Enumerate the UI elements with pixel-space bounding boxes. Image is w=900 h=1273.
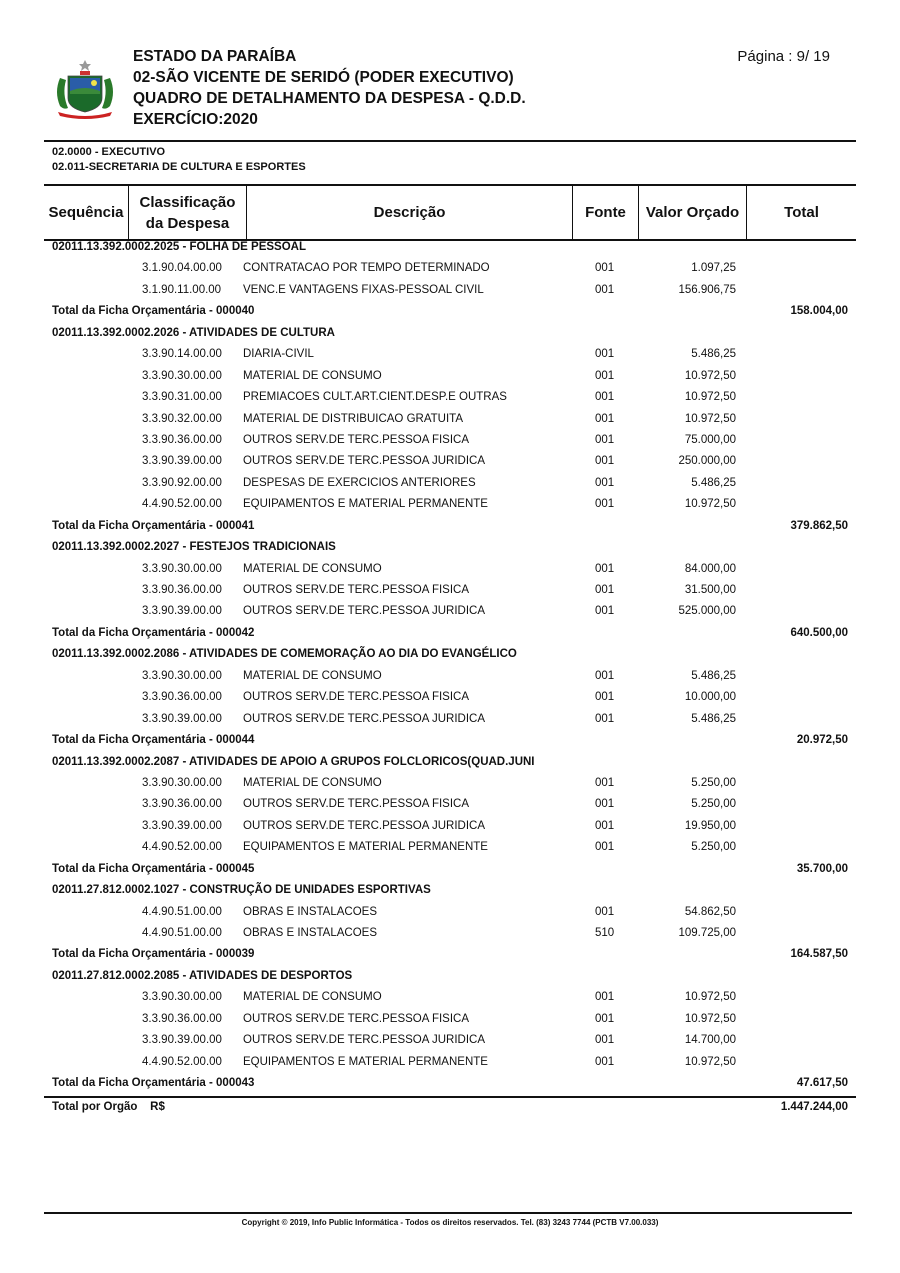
valor-cell: 5.486,25 xyxy=(691,476,736,489)
classificacao-cell: 4.4.90.51.00.00 xyxy=(142,905,222,918)
classificacao-cell: 4.4.90.52.00.00 xyxy=(142,498,222,511)
group-title-row xyxy=(0,753,900,774)
fonte-cell: 001 xyxy=(595,476,615,489)
table-row xyxy=(0,474,900,495)
valor-cell: 156.906,75 xyxy=(678,283,736,296)
table-row xyxy=(0,581,900,602)
group-title-row xyxy=(0,324,900,345)
classificacao-cell: 3.3.90.36.00.00 xyxy=(142,1012,222,1025)
group-title-row xyxy=(0,645,900,666)
valor-cell: 10.972,50 xyxy=(684,498,736,511)
group-title: 02011.27.812.0002.2085 - ATIVIDADES DE DESPORTOS xyxy=(52,969,353,982)
fonte-cell: 001 xyxy=(595,605,615,618)
column-header-classificacao xyxy=(129,186,246,239)
table-row xyxy=(0,452,900,473)
fonte-cell: 001 xyxy=(595,283,615,296)
valor-cell: 5.486,25 xyxy=(691,669,736,682)
classificacao-cell: 3.3.90.36.00.00 xyxy=(142,584,222,596)
table-row xyxy=(0,817,900,838)
descricao-cell: DESPESAS DE EXERCICIOS ANTERIORES xyxy=(243,476,476,489)
fonte-cell: 001 xyxy=(595,498,615,511)
valor-cell: 5.250,00 xyxy=(691,841,736,854)
fonte-cell: 001 xyxy=(595,391,615,404)
classificacao-cell: 3.3.90.36.00.00 xyxy=(142,433,222,446)
fonte-cell: 001 xyxy=(595,841,615,854)
group-total-value: 35.700,00 xyxy=(796,862,848,875)
group-total-label: Total da Ficha Orçamentária - 000043 xyxy=(52,1077,255,1090)
group-total-row xyxy=(0,302,900,323)
document-header xyxy=(133,46,526,130)
table-row xyxy=(0,903,900,924)
table-row xyxy=(0,774,900,795)
valor-cell: 109.725,00 xyxy=(678,927,736,939)
group-total-value: 20.972,50 xyxy=(796,734,848,747)
descricao-cell: OUTROS SERV.DE TERC.PESSOA JURIDICA xyxy=(243,712,485,725)
descricao-cell: MATERIAL DE CONSUMO xyxy=(243,776,382,789)
copyright-footer: Copyright © 2019, Info Public Informática - Todos os direitos reservados. Tel. (83) 3243 7744 (PCTB V7.00.033) xyxy=(241,1218,659,1227)
descricao-cell: OBRAS E INSTALACOES xyxy=(243,927,377,939)
fonte-cell: 001 xyxy=(595,712,615,725)
fonte-cell: 001 xyxy=(595,584,615,596)
classificacao-cell: 3.1.90.11.00.00 xyxy=(142,283,222,296)
group-title: 02011.27.812.0002.1027 - CONSTRUÇÃO DE UNIDADES ESPORTIVAS xyxy=(52,884,431,897)
table-row xyxy=(0,688,900,709)
valor-cell: 5.250,00 xyxy=(691,776,736,789)
entity-title: 02-SÃO VICENTE DE SERIDÓ (PODER EXECUTIVO) xyxy=(133,69,514,86)
coat-of-arms-icon xyxy=(50,58,120,122)
valor-cell: 10.972,50 xyxy=(684,991,736,1004)
descricao-cell: MATERIAL DE CONSUMO xyxy=(243,562,382,575)
group-total-label: Total da Ficha Orçamentária - 000039 xyxy=(52,948,255,961)
fonte-cell: 001 xyxy=(595,562,615,575)
classificacao-cell: 3.3.90.39.00.00 xyxy=(142,605,222,618)
valor-cell: 1.097,25 xyxy=(691,262,736,275)
state-title: ESTADO DA PARAÍBA xyxy=(133,48,297,65)
valor-cell: 19.950,00 xyxy=(684,819,736,832)
fonte-cell: 001 xyxy=(595,819,615,832)
table-row xyxy=(0,1031,900,1052)
classificacao-cell: 4.4.90.52.00.00 xyxy=(142,1055,222,1068)
fonte-cell: 001 xyxy=(595,369,615,382)
descricao-cell: DIARIA-CIVIL xyxy=(243,348,314,361)
group-total-label: Total da Ficha Orçamentária - 000045 xyxy=(52,862,255,875)
descricao-cell: OUTROS SERV.DE TERC.PESSOA JURIDICA xyxy=(243,605,485,618)
table-row xyxy=(0,410,900,431)
fonte-cell: 001 xyxy=(595,669,615,682)
table-header xyxy=(44,184,856,241)
fonte-cell: 510 xyxy=(595,927,615,939)
table-row xyxy=(0,710,900,731)
group-total-label: Total da Ficha Orçamentária - 000044 xyxy=(52,734,255,747)
valor-cell: 54.862,50 xyxy=(684,905,736,918)
grand-total-value: 1.447.244,00 xyxy=(780,1100,848,1113)
group-title-row xyxy=(0,881,900,902)
fonte-cell: 001 xyxy=(595,433,615,446)
group-total-value: 164.587,50 xyxy=(790,948,848,961)
group-title-row xyxy=(0,967,900,988)
fiscal-year: EXERCÍCIO:2020 xyxy=(133,111,258,128)
group-title: 02011.13.392.0002.2027 - FESTEJOS TRADICIONAIS xyxy=(52,541,336,554)
valor-cell: 5.250,00 xyxy=(691,798,736,811)
table-row xyxy=(0,388,900,409)
table-row xyxy=(0,281,900,302)
group-title: 02011.13.392.0002.2026 - ATIVIDADES DE CULTURA xyxy=(52,326,335,339)
fonte-cell: 001 xyxy=(595,798,615,811)
group-total-label: Total da Ficha Orçamentária - 000041 xyxy=(52,519,255,532)
group-title: 02011.13.392.0002.2025 - FOLHA DE PESSOAL xyxy=(52,241,306,253)
valor-cell: 5.486,25 xyxy=(691,712,736,725)
group-total-row xyxy=(0,517,900,538)
classificacao-cell: 4.4.90.51.00.00 xyxy=(142,927,222,939)
descricao-cell: OUTROS SERV.DE TERC.PESSOA FISICA xyxy=(243,584,470,596)
descricao-cell: CONTRATACAO POR TEMPO DETERMINADO xyxy=(243,262,490,275)
classificacao-cell: 3.3.90.30.00.00 xyxy=(142,562,222,575)
descricao-cell: OUTROS SERV.DE TERC.PESSOA FISICA xyxy=(243,1012,470,1025)
descricao-cell: EQUIPAMENTOS E MATERIAL PERMANENTE xyxy=(243,1055,488,1068)
group-total-row xyxy=(0,624,900,645)
report-title: QUADRO DE DETALHAMENTO DA DESPESA - Q.D.D. xyxy=(133,90,526,107)
descricao-cell: OBRAS E INSTALACOES xyxy=(243,905,377,918)
descricao-cell: OUTROS SERV.DE TERC.PESSOA JURIDICA xyxy=(243,819,485,832)
table-row xyxy=(0,431,900,452)
group-title-row xyxy=(0,538,900,559)
group-total-value: 158.004,00 xyxy=(790,305,848,318)
valor-cell: 525.000,00 xyxy=(678,605,736,618)
descricao-cell: OUTROS SERV.DE TERC.PESSOA FISICA xyxy=(243,433,470,446)
classificacao-cell: 4.4.90.52.00.00 xyxy=(142,841,222,854)
table-row xyxy=(0,924,900,945)
table-row xyxy=(0,560,900,581)
fonte-cell: 001 xyxy=(595,1034,615,1047)
group-title: 02011.13.392.0002.2086 - ATIVIDADES DE COMEMORAÇÃO AO DIA DO EVANGÉLICO xyxy=(52,648,517,661)
table-body xyxy=(0,238,900,1119)
table-row xyxy=(0,367,900,388)
table-row xyxy=(0,838,900,859)
group-title-row xyxy=(0,238,900,259)
classificacao-cell: 3.3.90.36.00.00 xyxy=(142,691,222,704)
valor-cell: 5.486,25 xyxy=(691,348,736,361)
valor-cell: 10.972,50 xyxy=(684,391,736,404)
group-total-value: 379.862,50 xyxy=(790,519,848,532)
page-number: Página : 9/ 19 xyxy=(737,48,830,65)
footer-divider xyxy=(44,1212,852,1214)
classificacao-cell: 3.3.90.14.00.00 xyxy=(142,348,222,361)
classificacao-cell: 3.3.90.36.00.00 xyxy=(142,798,222,811)
group-total-row xyxy=(0,945,900,966)
group-total-label: Total da Ficha Orçamentária - 000042 xyxy=(52,626,255,639)
group-total-label: Total da Ficha Orçamentária - 000040 xyxy=(52,305,255,318)
table-row xyxy=(0,1053,900,1074)
valor-cell: 31.500,00 xyxy=(684,584,736,596)
table-row xyxy=(0,667,900,688)
classificacao-cell: 3.3.90.30.00.00 xyxy=(142,776,222,789)
descricao-cell: MATERIAL DE CONSUMO xyxy=(243,369,382,382)
column-header-valor: Valor Orçado xyxy=(645,204,740,221)
descricao-cell: MATERIAL DE CONSUMO xyxy=(243,669,382,682)
fonte-cell: 001 xyxy=(595,991,615,1004)
classificacao-cell: 3.3.90.30.00.00 xyxy=(142,991,222,1004)
descricao-cell: MATERIAL DE DISTRIBUICAO GRATUITA xyxy=(243,412,464,425)
fonte-cell: 001 xyxy=(595,905,615,918)
fonte-cell: 001 xyxy=(595,412,615,425)
column-header-sequencia: Sequência xyxy=(48,204,124,221)
group-total-row xyxy=(0,860,900,881)
valor-cell: 10.972,50 xyxy=(684,1012,736,1025)
classificacao-cell: 3.3.90.39.00.00 xyxy=(142,1034,222,1047)
classificacao-cell: 3.3.90.39.00.00 xyxy=(142,712,222,725)
column-header-classificacao-line1: Classificação xyxy=(139,193,236,211)
table-row xyxy=(0,1010,900,1031)
group-total-row xyxy=(0,731,900,752)
valor-cell: 10.972,50 xyxy=(684,1055,736,1068)
classificacao-cell: 3.3.90.39.00.00 xyxy=(142,819,222,832)
classificacao-cell: 3.3.90.92.00.00 xyxy=(142,476,222,489)
classificacao-cell: 3.3.90.32.00.00 xyxy=(142,412,222,425)
valor-cell: 10.972,50 xyxy=(684,412,736,425)
table-row xyxy=(0,795,900,816)
group-total-value: 640.500,00 xyxy=(790,626,848,639)
descricao-cell: OUTROS SERV.DE TERC.PESSOA FISICA xyxy=(243,691,470,704)
orgao-block xyxy=(52,145,306,175)
table-row xyxy=(0,495,900,516)
column-header-descricao: Descrição xyxy=(373,204,446,221)
fonte-cell: 001 xyxy=(595,1012,615,1025)
fonte-cell: 001 xyxy=(595,262,615,275)
descricao-cell: EQUIPAMENTOS E MATERIAL PERMANENTE xyxy=(243,841,488,854)
valor-cell: 75.000,00 xyxy=(684,433,736,446)
table-row xyxy=(0,259,900,280)
descricao-cell: VENC.E VANTAGENS FIXAS-PESSOAL CIVIL xyxy=(243,283,484,296)
unidade-line: 02.011-SECRETARIA DE CULTURA E ESPORTES xyxy=(52,161,306,173)
fonte-cell: 001 xyxy=(595,691,615,704)
valor-cell: 84.000,00 xyxy=(684,562,736,575)
grand-total-label: Total por Orgão R$ xyxy=(52,1100,165,1113)
grand-total-row xyxy=(0,1098,900,1119)
orgao-line: 02.0000 - EXECUTIVO xyxy=(52,146,166,158)
descricao-cell: PREMIACOES CULT.ART.CIENT.DESP.E OUTRAS xyxy=(243,391,507,404)
column-header-fonte: Fonte xyxy=(585,204,626,221)
descricao-cell: EQUIPAMENTOS E MATERIAL PERMANENTE xyxy=(243,498,488,511)
valor-cell: 10.000,00 xyxy=(684,691,736,704)
table-row xyxy=(0,345,900,366)
fonte-cell: 001 xyxy=(595,348,615,361)
classificacao-cell: 3.3.90.30.00.00 xyxy=(142,669,222,682)
fonte-cell: 001 xyxy=(595,455,615,468)
classificacao-cell: 3.3.90.30.00.00 xyxy=(142,369,222,382)
column-header-classificacao-line2: da Despesa xyxy=(145,214,230,232)
valor-cell: 14.700,00 xyxy=(684,1034,736,1047)
table-row xyxy=(0,988,900,1009)
group-title: 02011.13.392.0002.2087 - ATIVIDADES DE APOIO A GRUPOS FOLCLORICOS(QUAD.JUNI xyxy=(52,755,535,768)
classificacao-cell: 3.3.90.39.00.00 xyxy=(142,455,222,468)
table-row xyxy=(0,602,900,623)
group-total-value: 47.617,50 xyxy=(796,1077,848,1090)
valor-cell: 250.000,00 xyxy=(678,455,736,468)
descricao-cell: MATERIAL DE CONSUMO xyxy=(243,991,382,1004)
column-header-total: Total xyxy=(784,204,819,221)
descricao-cell: OUTROS SERV.DE TERC.PESSOA JURIDICA xyxy=(243,1034,485,1047)
descricao-cell: OUTROS SERV.DE TERC.PESSOA FISICA xyxy=(243,798,470,811)
descricao-cell: OUTROS SERV.DE TERC.PESSOA JURIDICA xyxy=(243,455,485,468)
valor-cell: 10.972,50 xyxy=(684,369,736,382)
group-total-row xyxy=(0,1074,900,1095)
classificacao-cell: 3.3.90.31.00.00 xyxy=(142,391,222,404)
header-divider xyxy=(44,140,856,142)
fonte-cell: 001 xyxy=(595,1055,615,1068)
fonte-cell: 001 xyxy=(595,776,615,789)
classificacao-cell: 3.1.90.04.00.00 xyxy=(142,262,222,275)
